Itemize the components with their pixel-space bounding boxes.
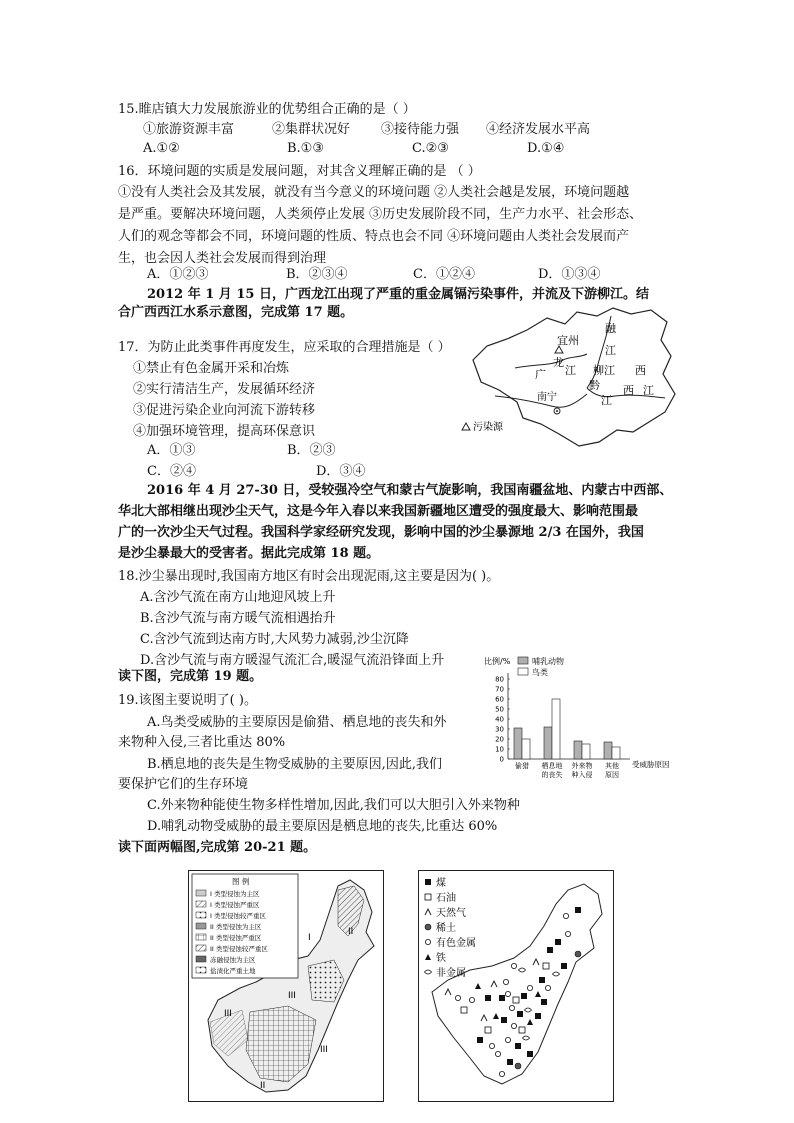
q17-item: ③促进污染企业向河流下游转移 (133, 403, 316, 418)
coal-icon (425, 879, 431, 885)
legend-item-label: II 类型侵蚀严重区 (210, 934, 262, 942)
legend-swatch (196, 890, 206, 896)
nanning-dot (556, 410, 558, 412)
chart-ytick-label: 60 (495, 695, 504, 704)
region-label: III (224, 1009, 232, 1019)
chart-category-label: 的丧失 (541, 771, 563, 779)
q17-stem: 17．为防止此类事件再度发生，应采取的合理措施是（ ） (118, 340, 451, 355)
mineral-deposit-nonferrous-metal-icon (563, 913, 568, 918)
mineral-deposit-coal-icon (499, 995, 505, 1001)
q15-stem: 15.睢店镇大力发展旅游业的优势组合正确的是（ ） (118, 102, 416, 117)
chart-category-labels (515, 761, 619, 779)
pollution-source-icon (555, 346, 563, 353)
mineral-deposit-nonferrous-metal-icon (511, 1023, 516, 1028)
mineral-deposit-nonmetal-icon (553, 972, 560, 976)
map-label-guang: 广 (535, 368, 546, 381)
map-label-jiang-qian: 江 (601, 394, 612, 407)
legend-swatch (196, 945, 206, 951)
guangxi-outline (473, 308, 675, 446)
intro20: 读下面两幅图,完成第 20-21 题。 (118, 840, 317, 855)
chart-category-label: 种入侵 (571, 771, 593, 779)
chart-category-label: 外来物 (571, 762, 593, 770)
chart-bar-mammal (544, 727, 552, 759)
mineral-deposit-nonferrous-metal-icon (503, 979, 508, 984)
intro17-line: 2012 年 1 月 15 日，广西龙江出现了严重的重金属镉污染事件，并流及下游柳江。结 (147, 287, 649, 302)
q16-body-line: 是严重。要解决环境问题，人类须停止发展 ③历史发展阶段不同，生产力水平、社会形态、 (118, 207, 643, 222)
chart-ytick-label: 70 (495, 685, 504, 694)
mineral-deposit-coal-icon (485, 995, 491, 1001)
mineral-deposit-coal-icon (535, 1013, 541, 1019)
mineral-deposit-nonmetal-icon (525, 1008, 532, 1012)
mineral-deposit-nonferrous-metal-icon (545, 985, 550, 990)
q17-option: A．①③ (147, 443, 196, 458)
legend-item-label: II 类型侵蚀为主区 (210, 923, 262, 931)
q15-item: ②集群状况好 (272, 122, 351, 137)
mineral-legend-label: 天然气 (436, 908, 466, 919)
mineral-deposit-oil-icon (461, 1007, 467, 1013)
q19-line: 要保护它们的生存环境 (118, 777, 249, 792)
map-label-rong: 融 (605, 322, 616, 335)
iron-icon (425, 954, 431, 960)
nonferrous-metal-icon (425, 939, 430, 944)
q17-item: ①禁止有色金属开采和冶炼 (133, 361, 290, 376)
region-label: III (288, 991, 296, 1001)
region-label: III (320, 1045, 328, 1055)
mineral-deposit-nonferrous-metal-icon (505, 1037, 510, 1042)
q17-option: C．②④ (147, 464, 196, 479)
chart-category-label: 原因 (605, 771, 619, 779)
legend-item-label: II 类型侵蚀较严重区 (210, 945, 268, 953)
mineral-deposit-nonferrous-metal-icon (469, 997, 474, 1002)
mineral-deposit-coal-icon (547, 947, 553, 953)
q19-stem: 19.该图主要说明了( )。 (118, 693, 257, 708)
legend-bird-swatch (518, 668, 528, 675)
chart-category-label: 其他 (605, 762, 619, 770)
map-label-qian: 黔 (589, 379, 600, 392)
intro18-line: 2016 年 4 月 27-30 日，受较强冷空气和蒙古气旋影响，我国南疆盆地、内蒙古中西部、 (147, 483, 673, 498)
q18-option: A.含沙气流在南方山地迎风坡上升 (140, 590, 336, 605)
legend-item-label: I 类型侵蚀严重区 (210, 901, 260, 909)
nonmetal-icon (425, 970, 432, 974)
mineral-deposit-coal-icon (541, 999, 547, 1005)
chart-ytick-label: 80 (495, 675, 504, 684)
region-label: II (260, 1081, 266, 1091)
map-label-nanning: 南宁 (537, 392, 557, 403)
mineral-deposit-coal-icon (515, 1043, 521, 1049)
intro18-line: 广的一次沙尘天气过程。我国科学家经研究发现，影响中国的沙尘暴源地 2/3 在国外，我国 (118, 525, 644, 540)
intro19: 读下图，完成第 19 题。 (118, 669, 263, 684)
mineral-deposit-rare-earth-icon (575, 951, 581, 957)
chart-bar-mammal (574, 741, 582, 759)
legend-bird-label: 鸟类 (532, 668, 548, 677)
mineral-deposit-oil-icon (519, 1027, 525, 1033)
map-label-yizhou: 宜州 (557, 334, 579, 347)
mineral-legend-label: 稀土 (436, 923, 456, 934)
q15-item: ④经济发展水平高 (486, 122, 591, 137)
q16-stem: 16．环境问题的实质是发展问题，对其含义理解正确的是 （ ） (118, 164, 481, 179)
rare-earth-icon (425, 924, 431, 930)
q19-line: C.外来物种能使生物多样性增加,因此,我们可以大胆引入外来物种 (147, 798, 520, 813)
intro18-line: 是沙尘暴最大的受害者。据此完成第 18 题。 (118, 546, 380, 561)
mineral-deposit-oil-icon (485, 1027, 491, 1033)
chart-ytick-label: 20 (495, 735, 504, 744)
q16-option: A．①②③ (147, 267, 209, 282)
mineral-deposit-coal-icon (517, 1011, 523, 1017)
legend-swatch (196, 923, 206, 929)
map-label-jiang-long: 江 (565, 364, 576, 377)
mineral-deposit-coal-icon (575, 907, 581, 913)
mineral-deposit-nonferrous-metal-icon (511, 963, 516, 968)
river-system-map (455, 306, 685, 456)
intro17-line: 合广西西江水系示意图，完成第 17 题。 (118, 305, 354, 320)
legend-pollution-icon (462, 423, 470, 430)
mineral-deposit-nonferrous-metal-icon (505, 991, 510, 996)
q15-item: ①旅游资源丰富 (143, 122, 235, 137)
mineral-legend-label: 石油 (436, 893, 456, 904)
q18-option: D.含沙气流与南方暖湿气流汇合,暖湿气流沿锋面上升 (140, 653, 445, 668)
legend-swatch (196, 956, 206, 962)
oil-icon (425, 894, 431, 900)
erosion-map (188, 870, 384, 1102)
long-river (515, 354, 587, 368)
q18-option: C.含沙气流到达南方时,大风势力减弱,沙尘沉降 (140, 632, 409, 647)
mineral-deposit-nonferrous-metal-icon (509, 1005, 514, 1010)
chart-ytick-label: 40 (495, 715, 504, 724)
gas-icon (425, 909, 431, 915)
legend-title: 图 例 (232, 877, 250, 886)
legend-item-label: 盐渍化严重土地 (210, 967, 256, 975)
mineral-legend (425, 876, 477, 979)
mineral-legend-label: 煤 (436, 878, 446, 889)
intro18-line: 华北大部相继出现沙尘天气，这是今年入春以来我国新疆地区遭受的强度最大、影响范围最 (118, 504, 639, 519)
q15-option: A.①② (143, 141, 180, 156)
q16-body-line: 人们的观念等都会不同，环境问题的性质、特点也会不同 ④环境问题由人类社会发展而产 (118, 229, 630, 244)
q19-line: B.栖息地的丧失是生物受威胁的主要原因,因此,我们 (147, 757, 442, 772)
mineral-deposit-coal-icon (539, 977, 545, 983)
q16-option: B．②③④ (286, 267, 348, 282)
q15-option: D.①④ (527, 141, 565, 156)
q19-line: D.哺乳动物受威胁的最主要原因是栖息地的丧失,比重达 60% (147, 819, 498, 834)
mineral-deposit-coal-icon (521, 993, 527, 999)
legend-mammal-label: 哺乳动物 (532, 657, 564, 666)
q17-option: D．③④ (316, 464, 366, 479)
legend-swatch (196, 967, 206, 973)
q18-option: B.含沙气流与南方暖气流相遇抬升 (140, 611, 336, 626)
map-label-long: 龙 (553, 356, 564, 369)
legend-swatch (196, 934, 206, 940)
legend-swatch (196, 912, 206, 918)
legend-item-label: I 类型侵蚀为主区 (210, 890, 260, 898)
chart-ytick-label: 50 (495, 705, 504, 714)
chart-category-label: 栖息地 (541, 762, 563, 770)
chart-bar-bird (552, 699, 560, 759)
legend-mammal-swatch (518, 657, 528, 664)
mineral-deposit-coal-icon (507, 1059, 513, 1065)
q17-item: ④加强环境管理，提高环保意识 (133, 424, 316, 439)
mineral-legend-label: 铁 (436, 953, 446, 964)
chart-bar-bird (612, 747, 620, 759)
map-label-jiang-xi: 江 (643, 384, 654, 397)
map-label-jiang-rong: 江 (605, 344, 616, 357)
q17-option: B．②③ (287, 443, 336, 458)
legend-item-label: I 类型侵蚀较严重区 (210, 912, 266, 920)
mineral-deposit-nonferrous-metal-icon (527, 985, 532, 990)
chart-bar-bird (522, 739, 530, 759)
river-map-legend: 污染源 (473, 422, 503, 433)
mineral-deposit-nonmetal-icon (523, 1036, 530, 1040)
chart-xlabel: 受威胁原因 (632, 760, 670, 769)
mineral-deposit-nonferrous-metal-icon (489, 1043, 494, 1048)
chart-ytick-label: 10 (495, 745, 504, 754)
chart-ytick-label: 30 (495, 725, 504, 734)
q17-item: ②实行清洁生产，发展循环经济 (133, 382, 316, 397)
map-label-xi2: 西 (623, 384, 634, 397)
q16-body-line: 生，也会因人类社会发展而得到治理 (118, 251, 327, 266)
threat-bar-chart (482, 655, 678, 783)
chart-bar-bird (582, 744, 590, 759)
q19-line: 来物种入侵,三者比重达 80% (118, 735, 286, 750)
mineral-deposit-coal-icon (561, 963, 567, 969)
mineral-deposit-coal-icon (527, 1051, 533, 1057)
legend-swatch (196, 901, 206, 907)
chart-bar-mammal (514, 728, 522, 759)
q15-item: ③接待能力强 (381, 122, 460, 137)
mineral-deposit-rare-earth-icon (515, 1063, 521, 1069)
mineral-deposit-nonferrous-metal-icon (565, 931, 570, 936)
q16-option: D．①③④ (538, 267, 601, 282)
mineral-deposit-nonmetal-icon (519, 968, 526, 972)
mineral-deposit-oil-icon (543, 963, 549, 969)
chart-bar-mammal (604, 742, 612, 759)
q19-line: A.鸟类受威胁的主要原因是偷猎、栖息地的丧失和外 (147, 715, 447, 730)
chart-category-label: 偷猎 (515, 762, 529, 770)
q15-option: B.①③ (287, 141, 324, 156)
mineral-deposit-nonferrous-metal-icon (455, 995, 460, 1000)
mineral-deposit-oil-icon (513, 997, 519, 1003)
q18-stem: 18.沙尘暴出现时,我国南方地区有时会出现泥雨,这主要是因为( )。 (118, 569, 500, 584)
chart-ytick-label: 0 (499, 755, 504, 764)
region-label: II (348, 927, 354, 937)
legend-item-label: 冻融侵蚀为主区 (210, 956, 256, 964)
chart-ylabel: 比例/% (484, 657, 511, 666)
mineral-deposit-coal-icon (555, 939, 561, 945)
map-label-xi1: 西 (635, 364, 646, 377)
map-label-liujiang: 柳江 (593, 364, 615, 377)
q16-option: C．①②④ (413, 267, 475, 282)
mineral-legend-label: 非金属 (436, 968, 466, 979)
mineral-deposit-nonferrous-metal-icon (495, 1051, 500, 1056)
q16-body-line: ①没有人类社会及其发展，就没有当今意义的环境问题 ②人类社会越是发展，环境问题越 (118, 185, 630, 200)
mineral-deposit-nonferrous-metal-icon (499, 1071, 504, 1076)
mineral-deposit-coal-icon (477, 1037, 483, 1043)
q15-option: C.②③ (412, 141, 449, 156)
chart-bars (514, 699, 620, 759)
region-label: I (308, 933, 311, 943)
mineral-deposit-coal-icon (501, 1017, 507, 1023)
mineral-map (418, 870, 614, 1102)
mineral-legend-label: 有色金属 (436, 938, 476, 949)
